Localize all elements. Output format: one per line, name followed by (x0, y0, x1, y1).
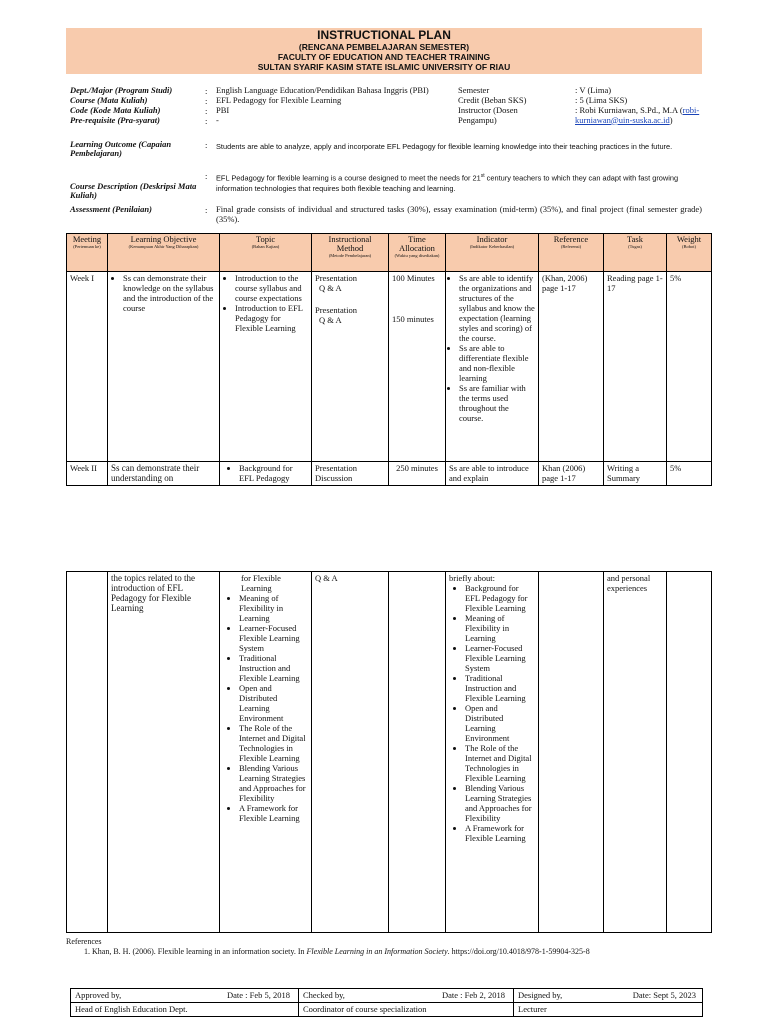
designed-date: Date: Sept 5, 2023 (632, 990, 696, 1000)
week1-method: Presentation Q & A Presentation Q & A (312, 272, 389, 462)
dept-label: Dept./Major (Program Studi) (70, 85, 173, 95)
colon: : (205, 96, 208, 106)
week1-weight: 5% (667, 272, 712, 462)
checked-cell (299, 989, 514, 1003)
description-part1: EFL Pedagogy for flexible learning is a course designed to meet the needs for 21 (216, 173, 481, 183)
week2-weight-continued (667, 572, 712, 933)
designed-role: Lecturer (514, 1003, 703, 1017)
prereq-value: - (216, 115, 219, 125)
week2-topics-part2: for Flexible Learning • Meaning of Flexibility in Learning • Learner-Focused Flexible Learning System • Traditional Instruction and Flexible Learning • Open and Distributed Learning Environment • The Role of the Internet and Digital Technologies in Flexible Learning • Blending Various Learning Strategies and Approaches for Flexibility • A Framework for Flexible Learning (220, 572, 312, 933)
prereq-label: Pre-requisite (Pra-syarat) (70, 115, 160, 125)
week2-indicators-part2: briefly about: • Background for EFL Pedagogy for Flexible Learning • Meaning of Flexibility in Learning • Learner-Focused Flexible Learning System • Traditional Instruction and Flexible Learning • Open and Distributed Learning Environment • The Role of the Internet and Digital Technologies in Flexible Learning • Blending Various Learning Strategies and Approaches for Flexibility • A Framework for Flexible Learning (446, 572, 539, 933)
week1-objective: • Ss can demonstrate their knowledge on the syllabus and the introduction of the course (108, 272, 220, 462)
outcome-value: Students are able to analyze, apply and incorporate EFL Pedagogy for flexible learning knowledge into their teaching practices in the future. (216, 142, 673, 151)
week2-reference: Khan (2006) page 1-17 (539, 462, 604, 486)
document-subtitle: (RENCANA PEMBELAJARAN SEMESTER) (298, 42, 470, 52)
faculty-name: FACULTY OF EDUCATION AND TEACHER TRAINING (277, 52, 491, 62)
approved-cell (71, 989, 299, 1003)
document-title: INSTRUCTIONAL PLAN (317, 28, 451, 42)
credit-label: Credit (Beban SKS) (458, 95, 527, 105)
week2-task-part1: Writing a Summary (604, 462, 667, 486)
plan-table (66, 233, 712, 486)
signature-table (70, 988, 703, 1017)
header-weight: Weight (Bobot) (667, 234, 712, 272)
course-label: Course (Mata Kuliah) (70, 95, 148, 105)
header-meeting: Meeting (Pertemuan ke) (67, 234, 108, 272)
table-row (67, 462, 712, 486)
week2-reference-continued (539, 572, 604, 933)
outcome-label: Learning Outcome (Capaian Pembelajaran) (70, 139, 172, 158)
university-name: SULTAN SYARIF KASIM STATE ISLAMIC UNIVERSITY OF RIAU (257, 62, 511, 72)
semester-label: Semester (458, 85, 490, 95)
week2-topics-part1: • Background for EFL Pedagogy (220, 462, 312, 486)
week1-reference: (Khan, 2006) page 1-17 (539, 272, 604, 462)
references-section (66, 937, 590, 957)
credit-value: : 5 (Lima SKS) (575, 95, 628, 105)
approved-role: Head of English Education Dept. (71, 1003, 299, 1017)
description-superscript: st (480, 173, 485, 179)
week2-objective-part1: Ss can demonstrate their understanding on (108, 462, 220, 486)
colon: : (205, 116, 208, 126)
header-task: Task (Tugas) (604, 234, 667, 272)
colon: : (205, 86, 208, 96)
week2-objective-part2: the topics related to the introduction of EFL Pedagogy for Flexible Learning (108, 572, 220, 933)
colon: : (205, 106, 208, 116)
week1-topics: • Introduction to the course syllabus and course expectations • Introduction to EFL Pedagogy for Flexible Learning (220, 272, 312, 462)
instructor-value (575, 106, 710, 125)
reference-item: 1. Khan, B. H. (2006). Flexible learning in an information society. In Flexible Learning in an Information Society. https://doi.org/10.4018/978-1-59904-325-8 (84, 947, 590, 956)
instructor-name: : Robi Kurniawan, S.Pd., M.A ( (575, 105, 683, 115)
colon: : (205, 140, 208, 150)
course-description-value (216, 171, 702, 194)
header-learning-objective: Learning Objective (Kemampuan Akhir Yang Diharapkan) (108, 234, 220, 272)
dept-value: English Language Education/Pendidikan Bahasa Inggris (PBI) (216, 85, 429, 95)
description-part2: century teachers to which they can adapt with fast growing information technologies that requires both flexible teaching and learning. (216, 173, 679, 194)
instructor-label-line1: Instructor (Dosen (458, 105, 518, 115)
header-indicator: Indicator (Indikator Keberhasilan) (446, 234, 539, 272)
code-value: PBI (216, 105, 230, 115)
assessment-value: Final grade consists of individual and structured tasks (30%), essay examination (mid-term) (35%), and final project (final semester grade) (35%). (216, 204, 702, 224)
plan-table-continuation (66, 571, 712, 933)
approved-date: Date : Feb 5, 2018 (226, 990, 290, 1000)
checked-role: Coordinator of course specialization (299, 1003, 514, 1017)
table-row (67, 572, 712, 933)
week2-method-part2: Q & A (312, 572, 389, 933)
week1-time: 100 Minutes 150 minutes (389, 272, 446, 462)
colon: : (205, 171, 208, 181)
document-header (66, 28, 702, 74)
week2-weight: 5% (667, 462, 712, 486)
colon: : (205, 205, 208, 215)
designed-cell (514, 989, 703, 1003)
header-topic: Topic (Bahan Kajian) (220, 234, 312, 272)
instructor-close-paren: ) (669, 114, 673, 125)
instructor-label (458, 106, 518, 125)
code-label: Code (Kode Mata Kuliah) (70, 105, 161, 115)
approved-by: Approved by, (75, 990, 122, 1000)
instructor-email-link-part1[interactable]: robi- (682, 105, 700, 115)
signature-row-bottom (71, 1003, 703, 1017)
week1-task: Reading page 1-17 (604, 272, 667, 462)
checked-by: Checked by, (303, 990, 345, 1000)
table-row (67, 272, 712, 462)
table-header-row (67, 234, 712, 272)
instructor-email-link-part2[interactable]: kurniawan@uin-suska.ac.id (575, 114, 670, 125)
week1-meeting: Week I (67, 272, 108, 462)
semester-value: : V (Lima) (575, 85, 612, 95)
week2-meeting-continued (67, 572, 108, 933)
checked-date: Date : Feb 2, 2018 (441, 990, 505, 1000)
header-instructional-method: Instructional Method (Metode Pembelajaran) (312, 234, 389, 272)
week2-task-part2: and personal experiences (604, 572, 667, 933)
week2-method-part1: Presentation Discussion (312, 462, 389, 486)
instructor-label-line2: Pengampu) (458, 114, 497, 125)
designed-by: Designed by, (518, 990, 563, 1000)
week2-time: 250 minutes (389, 462, 446, 486)
header-time-allocation: Time Allocation (Waktu yang disediakan) (389, 234, 446, 272)
description-label: Course Description (Deskripsi Mata Kuliah) (70, 181, 197, 200)
signature-row-top (71, 989, 703, 1003)
assessment-label: Assessment (Penilaian) (70, 204, 152, 214)
week2-meeting: Week II (67, 462, 108, 486)
week2-time-continued (389, 572, 446, 933)
week2-indicator-part1: Ss are able to introduce and explain (446, 462, 539, 486)
header-reference: Reference (Referensi) (539, 234, 604, 272)
course-value: EFL Pedagogy for Flexible Learning (216, 95, 342, 105)
week1-indicators: • Ss are able to identify the organizations and structures of the syllabus and know the expectation (learning styles and scoring) of the course. • Ss are able to differentiate flexible and non-flexible learning • Ss are familiar with the terms used throughout the course. (446, 272, 539, 462)
references-heading: References (66, 937, 102, 946)
